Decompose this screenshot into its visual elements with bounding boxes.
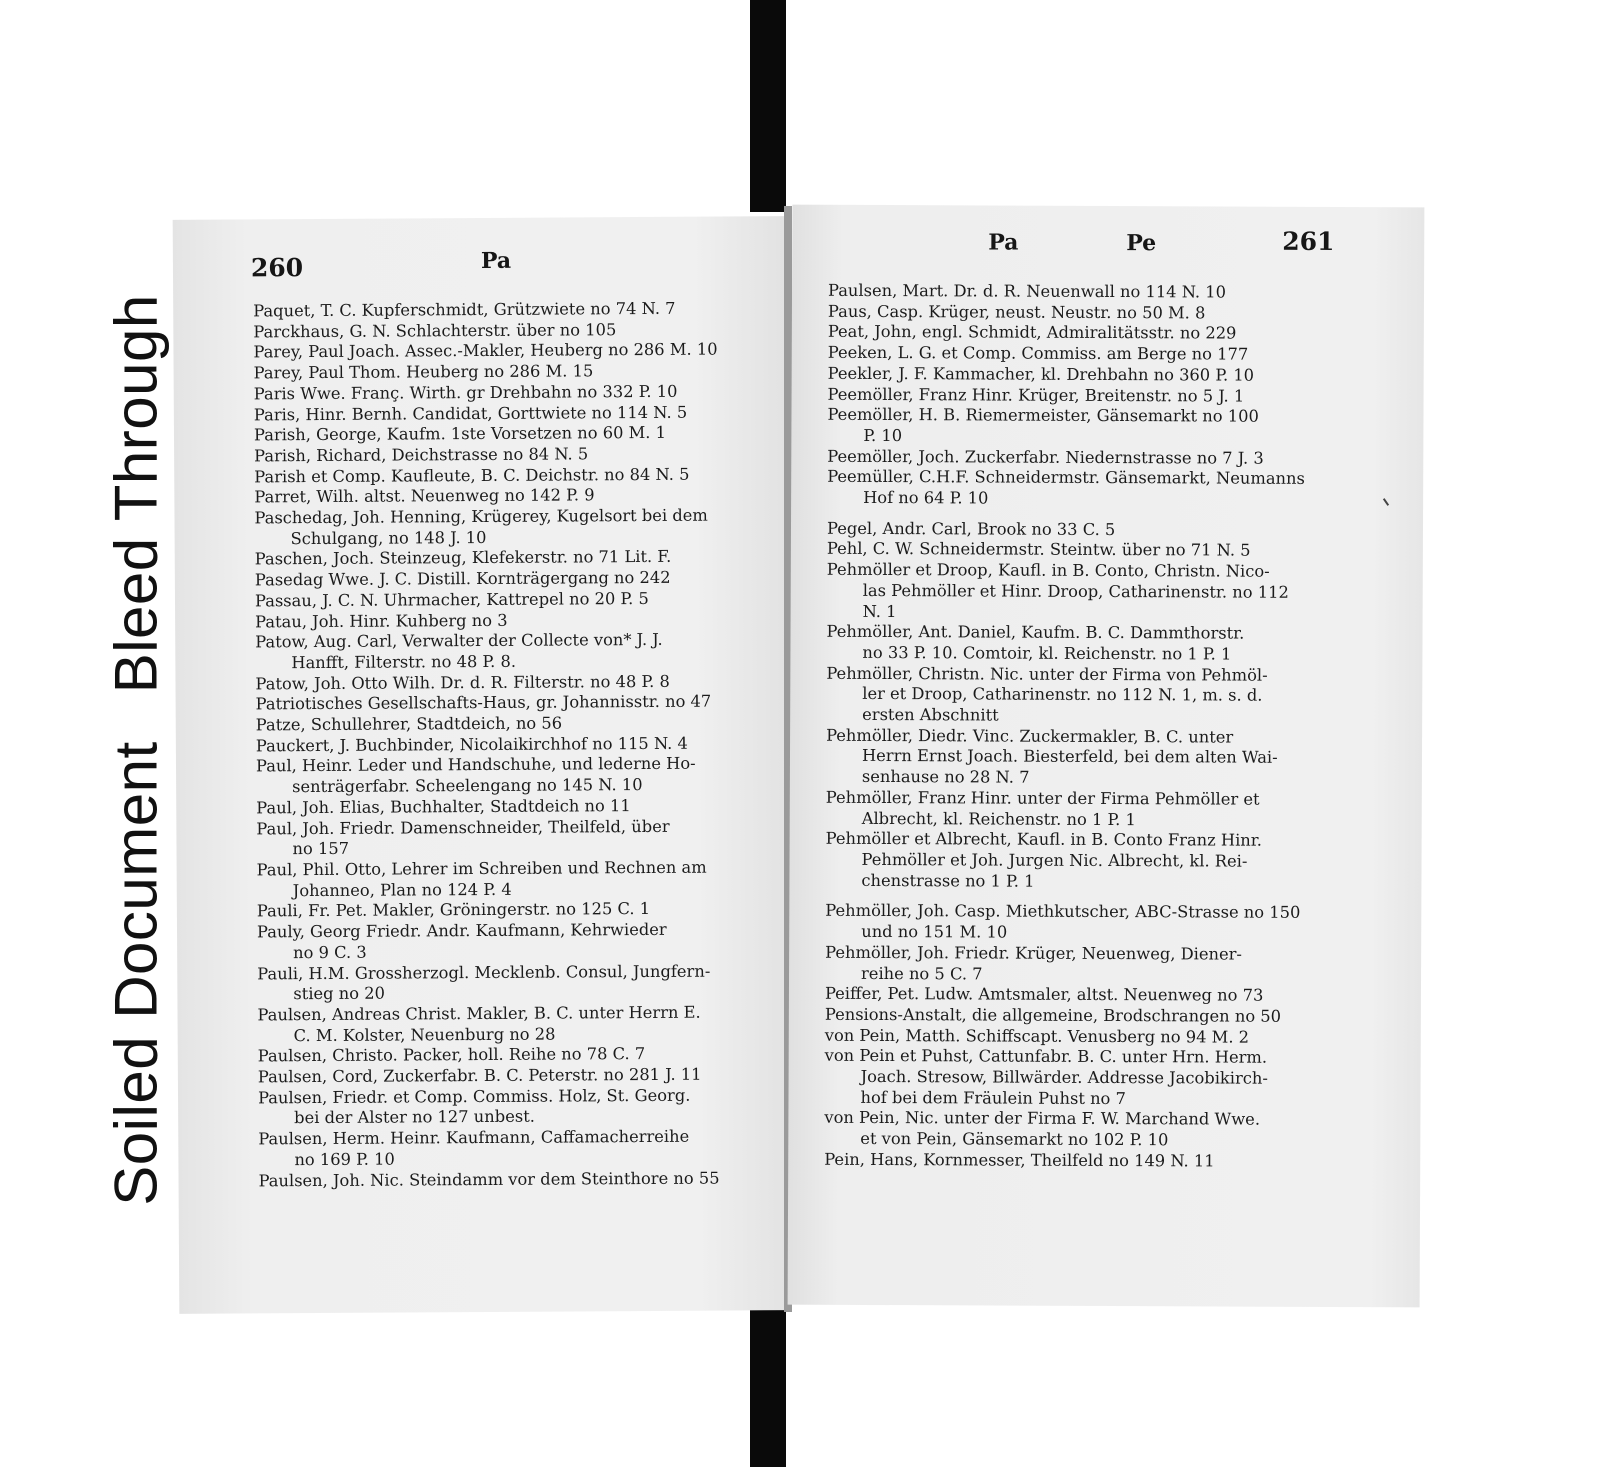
list-item-continuation: hof bei dem Fräulein Puhst no 7 [860, 1087, 1126, 1108]
list-item-continuation: Hof no 64 P. 10 [863, 487, 989, 508]
list-item: Patze, Schullehrer, Stadtdeich, no 56 [255, 713, 563, 735]
spine-clip-top [750, 0, 786, 212]
list-item: Pensions-Anstalt, die allgemeine, Brodschrangen no 50 [824, 1004, 1282, 1026]
list-item-continuation: senhause no 28 N. 7 [861, 767, 1030, 787]
left-page-number: 260 [250, 253, 304, 283]
list-item: Paulsen, Andreas Christ. Makler, B. C. unter Herrn E. [257, 1002, 701, 1025]
list-item-continuation: ler et Droop, Catharinenstr. no 112 N. 1, m. s. d. [862, 684, 1263, 706]
list-item: Paulsen, Joh. Nic. Steindamm vor dem Steinthore no 55 [258, 1168, 720, 1190]
list-item: Pehmöller et Albrecht, Kaufl. in B. Conto Franz Hinr. [825, 829, 1263, 850]
list-item: Paschedag, Joh. Henning, Krügerey, Kugelsort bei dem [254, 505, 708, 528]
list-item: Peemöller, Franz Hinr. Krüger, Breitenstr. no 5 J. 1 [827, 384, 1245, 406]
list-item-continuation: Joach. Stresow, Billwärder. Addresse Jacobikirch- [860, 1066, 1268, 1088]
list-item: Passau, J. C. N. Uhrmacher, Kattrepel no 20 P. 5 [254, 588, 649, 611]
list-item: Pauly, Georg Friedr. Andr. Kaufmann, Kehrwieder [256, 919, 667, 942]
list-item: Peemöller, Joch. Zuckerfabr. Niedernstrasse no 7 J. 3 [827, 446, 1264, 468]
list-item: Paulsen, Cord, Zuckerfabr. B. C. Peterstr. no 281 J. 11 [257, 1064, 702, 1087]
list-item: Paul, Phil. Otto, Lehrer im Schreiben und Rechnen am [256, 857, 707, 880]
list-item-continuation: no 9 C. 3 [293, 942, 367, 962]
list-item-continuation: Hanfft, Filterstr. no 48 P. 8. [291, 651, 517, 673]
list-item: Peekler, J. F. Kammacher, kl. Drehbahn no 360 P. 10 [827, 363, 1255, 385]
list-item: Peat, John, engl. Schmidt, Admiralitätsstr. no 229 [827, 322, 1237, 343]
list-item: Pasedag Wwe. J. C. Distill. Kornträgergang no 242 [254, 567, 671, 590]
list-item-continuation: Schulgang, no 148 J. 10 [290, 527, 487, 548]
list-item: Pauckert, J. Buchbinder, Nicolaikirchhof no 115 N. 4 [255, 733, 688, 756]
watermark-word-1: Soiled Document [102, 741, 170, 1206]
watermark-text [102, 294, 171, 1205]
list-item: Parckhaus, G. N. Schlachterstr. über no 105 [253, 319, 617, 342]
list-item-continuation: und no 151 M. 10 [861, 922, 1008, 942]
list-item: Parish, Richard, Deichstrasse no 84 N. 5 [254, 444, 589, 466]
left-running-head: Pa [480, 247, 512, 274]
list-item: Paul, Joh. Friedr. Damenschneider, Theilfeld, über [256, 816, 670, 838]
list-item: Paquet, T. C. Kupferschmidt, Grützwiete no 74 N. 7 [253, 298, 676, 321]
list-item-continuation: no 169 P. 10 [294, 1149, 395, 1169]
list-item-continuation: las Pehmöller et Hinr. Droop, Catharinenstr. no 112 [862, 580, 1289, 602]
list-item-continuation: stieg no 20 [293, 983, 385, 1004]
list-item: Pehmöller, Ant. Daniel, Kaufm. B. C. Dammthorstr. [826, 622, 1245, 643]
left-entry-list [253, 298, 791, 1192]
list-item: Paus, Casp. Krüger, neust. Neustr. no 50 M. 8 [827, 301, 1206, 323]
list-item: Patow, Joh. Otto Wilh. Dr. d. R. Filterstr. no 48 P. 8 [255, 671, 670, 694]
list-item: Parish, George, Kaufm. 1ste Vorsetzen no 60 M. 1 [253, 423, 667, 445]
list-item: Paris, Hinr. Bernh. Candidat, Gorttwiete no 114 N. 5 [253, 402, 688, 424]
list-item: Pehmöller et Droop, Kaufl. in B. Conto, Christn. Nico- [826, 559, 1270, 581]
list-item: von Pein, Nic. unter der Firma F. W. Marchand Wwe. [824, 1108, 1261, 1130]
list-item: Pehl, C. W. Schneidermstr. Steintw. über no 71 N. 5 [826, 539, 1251, 561]
list-item: Paulsen, Herm. Heinr. Kaufmann, Caffamacherreihe [258, 1126, 690, 1149]
left-page [173, 216, 792, 1314]
watermark-word-2: Bleed Through [102, 294, 170, 694]
list-item: Peiffer, Pet. Ludw. Amtsmaler, altst. Neuenweg no 73 [824, 983, 1264, 1005]
spine-clip-bottom [750, 1304, 786, 1467]
list-item: Peemüller, C.H.F. Schneidermstr. Gänsemarkt, Neumanns [827, 467, 1305, 489]
list-item-continuation: ersten Abschnitt [862, 704, 999, 725]
list-item-continuation: bei der Alster no 127 unbest. [294, 1107, 535, 1128]
list-item: Paris Wwe. Franç. Wirth. gr Drehbahn no 332 P. 10 [253, 381, 678, 404]
list-item-continuation: P. 10 [863, 425, 903, 446]
list-item-continuation: Herrn Ernst Joach. Biesterfeld, bei dem alten Wai- [861, 746, 1278, 768]
right-page-number: 261 [1282, 226, 1335, 256]
list-item: Parret, Wilh. altst. Neuenweg no 142 P. 9 [254, 485, 595, 507]
list-item: Pauli, H.M. Grossherzogl. Mecklenb. Consul, Jungfern- [257, 961, 711, 983]
list-item: Pehmöller, Diedr. Vinc. Zuckermakler, B. C. unter [826, 725, 1234, 747]
list-item-continuation: reihe no 5 C. 7 [861, 963, 983, 983]
list-item-continuation: no 33 P. 10. Comtoir, kl. Reichenstr. no 1 P. 1 [862, 642, 1232, 664]
list-item-continuation: N. 1 [862, 601, 897, 621]
list-item: von Pein et Puhst, Cattunfabr. B. C. unter Hrn. Herm. [824, 1046, 1268, 1068]
list-item: Parish et Comp. Kaufleute, B. C. Deichstr. no 84 N. 5 [254, 464, 690, 487]
list-item: Pehmöller, Joh. Friedr. Krüger, Neuenweg, Diener- [825, 942, 1242, 964]
list-item-continuation: C. M. Kolster, Neuenburg no 28 [293, 1024, 556, 1045]
list-item-continuation: Johanneo, Plan no 124 P. 4 [292, 879, 512, 900]
list-item-continuation: et von Pein, Gänsemarkt no 102 P. 10 [860, 1129, 1169, 1150]
list-item: Pein, Hans, Kornmesser, Theilfeld no 149 N. 11 [824, 1149, 1215, 1171]
right-running-head-right: Pe [1126, 230, 1157, 257]
list-item-continuation: Albrecht, kl. Reichenstr. no 1 P. 1 [861, 808, 1136, 829]
watermark-banner [88, 250, 184, 1250]
list-item: Pegel, Andr. Carl, Brook no 33 C. 5 [826, 518, 1116, 539]
list-item: Paschen, Joch. Steinzeug, Klefekerstr. no 71 Lit. F. [254, 547, 672, 569]
list-item: von Pein, Matth. Schiffscapt. Venusberg no 94 M. 2 [824, 1025, 1250, 1047]
list-item: Pehmöller, Joh. Casp. Miethkutscher, ABC-Strasse no 150 [825, 901, 1301, 923]
list-item-continuation: Pehmöller et Joh. Jurgen Nic. Albrecht, kl. Rei- [861, 849, 1248, 871]
list-item: Peemöller, H. B. Riemermeister, Gänsemarkt no 100 [827, 405, 1259, 426]
right-page [788, 205, 1425, 1308]
list-item-continuation: senträgerfabr. Scheelengang no 145 N. 10 [292, 775, 643, 797]
list-item: Patow, Aug. Carl, Verwalter der Collecte von* J. J. [255, 630, 663, 652]
list-item-continuation: no 157 [292, 839, 350, 859]
list-item: Paulsen, Mart. Dr. d. R. Neuenwall no 114 N. 10 [827, 280, 1227, 302]
list-item: Paul, Joh. Elias, Buchhalter, Stadtdeich no 11 [256, 795, 631, 818]
list-item: Parey, Paul Joach. Assec.-Makler, Heuberg no 286 M. 10 [253, 339, 718, 362]
list-item: Paulsen, Christo. Packer, holl. Reihe no 78 C. 7 [257, 1044, 646, 1066]
list-item: Pauli, Fr. Pet. Makler, Gröningerstr. no 125 C. 1 [256, 899, 651, 921]
list-item: Patriotisches Gesellschafts-Haus, gr. Johannisstr. no 47 [255, 691, 712, 714]
list-item: Pehmöller, Christn. Nic. unter der Firma von Pehmöl- [826, 663, 1268, 685]
list-item: Paulsen, Friedr. et Comp. Commiss. Holz, St. Georg. [257, 1085, 691, 1108]
list-item: Paul, Heinr. Leder und Handschuhe, und lederne Ho- [255, 754, 696, 776]
right-entry-list [824, 281, 1388, 1173]
list-item: Patau, Joh. Hinr. Kuhberg no 3 [255, 610, 508, 631]
list-item: Peeken, L. G. et Comp. Commiss. am Berge no 177 [827, 342, 1249, 364]
list-item-continuation: chenstrasse no 1 P. 1 [861, 870, 1035, 891]
list-item: Pehmöller, Franz Hinr. unter der Firma Pehmöller et [825, 787, 1260, 809]
list-item: Parey, Paul Thom. Heuberg no 286 M. 15 [253, 361, 594, 383]
right-running-head-left: Pa [988, 229, 1019, 256]
